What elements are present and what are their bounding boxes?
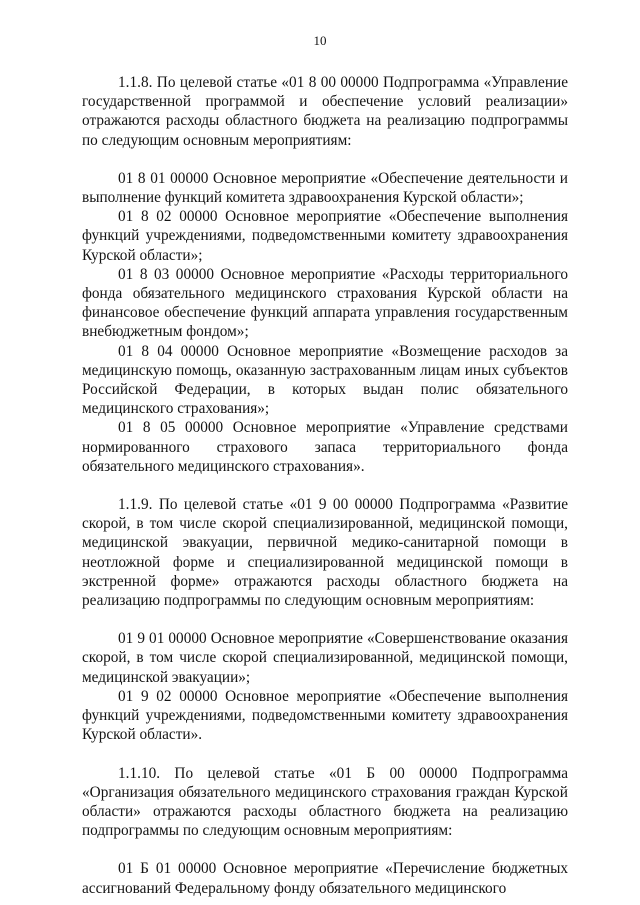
paragraph-01-8-05: 01 8 05 00000 Основное мероприятие «Управление средствами нормированного страхового запаса территориального фонда обязательного медицинского страхования». [82,419,568,475]
paragraph-gap [82,745,568,764]
paragraph-gap [82,840,568,859]
paragraph-01-8-03: 01 8 03 00000 Основное мероприятие «Расходы территориального фонда обязательного медицинского страхования Курской области на финансовое обеспечение функций аппарата управления государственным внебюджетным фондом»; [82,265,568,341]
paragraph-1-1-9: 1.1.9. По целевой статье «01 9 00 00000 Подпрограмма «Развитие скорой, в том числе скорой специализированной, медицинской помощи, медицинской эвакуации, первичной медико-санитарной помощи в неотложной форме и специализированной медицинской помощи в экстренной форме» отражаются расходы областного бюджета на реализацию подпрограммы по следующим основным мероприятиям: [82,496,568,610]
paragraph-gap [82,610,568,629]
paragraph-1-1-10: 1.1.10. По целевой статье «01 Б 00 00000 Подпрограмма «Организация обязательного медицинского страхования граждан Курской области» отражаются расходы областного бюджета на реализацию подпрограммы по следующим основным мероприятиям: [82,764,568,840]
document-body [82,73,568,898]
paragraph-gap [82,476,568,495]
paragraph-01-9-02: 01 9 02 00000 Основное мероприятие «Обеспечение выполнения функций учреждениями, подведомственными комитету здравоохранения Курской области». [82,687,568,744]
paragraph-01-b-01: 01 Б 01 00000 Основное мероприятие «Перечисление бюджетных ассигнований Федеральному фонду обязательного медицинского [82,860,568,897]
paragraph-01-8-01: 01 8 01 00000 Основное мероприятие «Обеспечение деятельности и выполнение функций комитета здравоохранения Курской области»; [82,169,568,207]
paragraph-01-8-04: 01 8 04 00000 Основное мероприятие «Возмещение расходов за медицинскую помощь, оказанную застрахованным лицам иных субъектов Российской Федерации, в которых выдан полис обязательного медицинского страхования»; [82,342,568,418]
paragraph-01-8-02: 01 8 02 00000 Основное мероприятие «Обеспечение выполнения функций учреждениями, подведомственными комитету здравоохранения Курской области»; [82,208,568,264]
paragraph-1-1-8: 1.1.8. По целевой статье «01 8 00 00000 Подпрограмма «Управление государственной программой и обеспечение условий реализации» отражаются расходы областного бюджета на реализацию подпрограммы по следующим основным мероприятиям: [82,74,568,149]
paragraph-01-9-01: 01 9 01 00000 Основное мероприятие «Совершенствование оказания скорой, в том числе скорой специализированной, медицинской помощи, медицинской эвакуации»; [82,630,568,686]
page-number: 10 [313,33,327,48]
paragraph-gap [82,150,568,169]
